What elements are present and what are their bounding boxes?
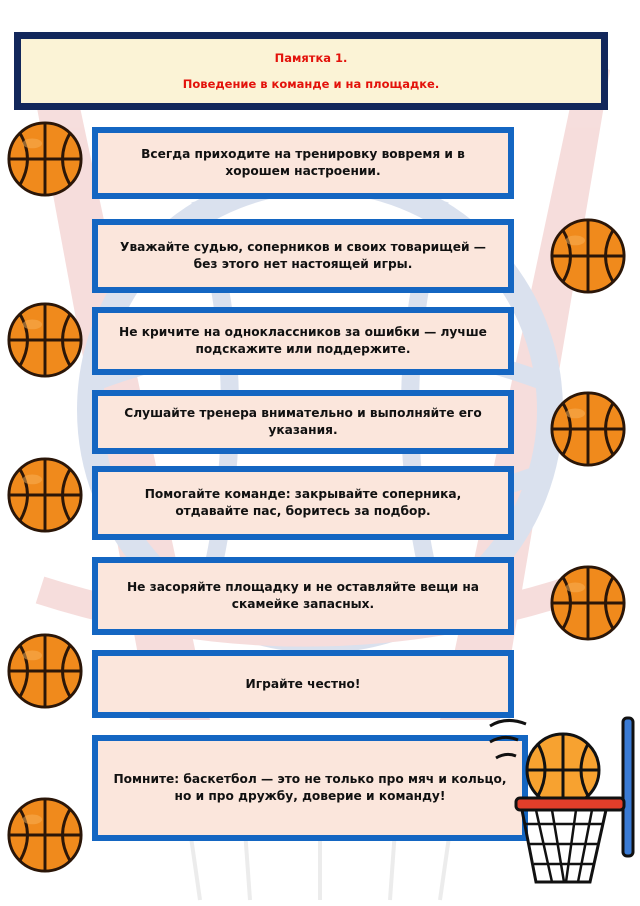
- rule-5: Помогайте команде: закрывайте соперника, отдавайте пас, боритесь за подбор.: [92, 466, 514, 540]
- basketball-icon: [549, 217, 627, 295]
- basketball-icon: [549, 390, 627, 468]
- basketball-icon: [6, 632, 84, 710]
- memo-number: Памятка 1.: [274, 51, 348, 65]
- basketball-icon: [6, 120, 84, 198]
- rule-2: Уважайте судью, соперников и своих товарищей — без этого нет настоящей игры.: [92, 219, 514, 293]
- basketball-icon: [6, 301, 84, 379]
- rule-7: Играйте честно!: [92, 650, 514, 718]
- title-box: [14, 32, 608, 110]
- basketball-icon: [6, 456, 84, 534]
- rule-4: Слушайте тренера внимательно и выполняйте его указания.: [92, 390, 514, 454]
- rule-1: Всегда приходите на тренировку вовремя и в хорошем настроении.: [92, 127, 514, 199]
- basketball-icon: [549, 564, 627, 642]
- rule-3: Не кричите на одноклассников за ошибки — лучше подскажите или поддержите.: [92, 307, 514, 375]
- basketball-hoop-icon: [486, 712, 636, 892]
- basketball-icon: [6, 796, 84, 874]
- rule-6: Не засоряйте площадку и не оставляйте вещи на скамейке запасных.: [92, 557, 514, 635]
- memo-title: Поведение в команде и на площадке.: [182, 77, 440, 91]
- rule-8: Помните: баскетбол — это не только про мяч и кольцо, но и про дружбу, доверие и команду!: [92, 735, 528, 841]
